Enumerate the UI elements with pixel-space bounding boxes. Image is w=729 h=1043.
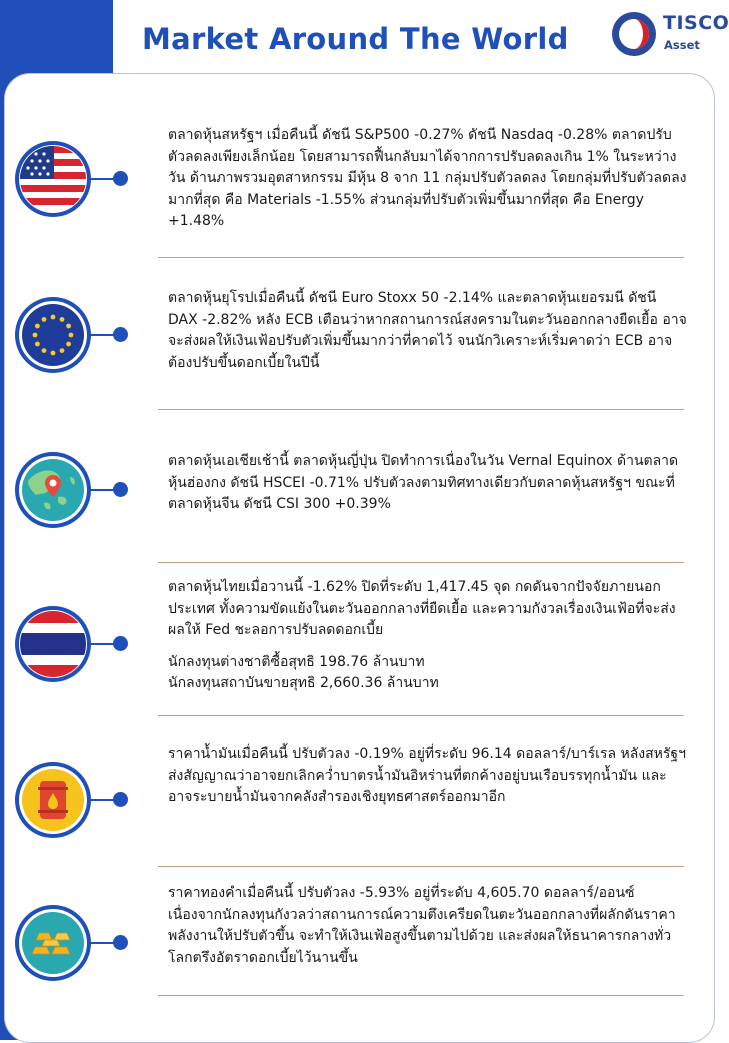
divider [158, 257, 684, 258]
us-flag-icon [14, 140, 92, 218]
section-text: ตลาดหุ้นเอเชียเช้านี้ ตลาดหุ้นญี่ปุ่น ปิดทำการเนื่องในวัน Vernal Equinox ด้านตลาดหุ้นฮ่องกง ดัชนี HSCEI -0.71% ปรับตัวลงตามทิศทางเดียวกับตลาดหุ้นสหรัฐฯ ขณะที่ตลาดหุ้นจีน ดัชนี CSI 300 +0.39% [168, 453, 679, 512]
us-market-text [168, 125, 688, 233]
divider [158, 562, 684, 563]
gold-market-text [168, 883, 688, 969]
eu-flag-icon [14, 296, 92, 374]
asia-globe-icon [14, 451, 92, 529]
asia-market-text [168, 451, 688, 516]
divider [158, 866, 684, 867]
connector-dot [113, 327, 128, 342]
connector-dot [113, 171, 128, 186]
thai-flag-icon [14, 605, 92, 683]
foreign-investor-text: นักลงทุนต่างชาติซื้อสุทธิ 198.76 ล้านบาท [168, 653, 425, 670]
connector-dot [113, 935, 128, 950]
connector-dot [113, 482, 128, 497]
tisco-logo-mark-icon [607, 8, 663, 64]
connector-dot [113, 636, 128, 651]
connector-dot [113, 792, 128, 807]
thai-market-text [168, 577, 688, 695]
oil-market-text [168, 744, 688, 809]
divider [158, 715, 684, 716]
section-text: ตลาดหุ้นไทยเมื่อวานนี้ -1.62% ปิดที่ระดับ 1,417.45 จุด กดดันจากปัจจัยภายนอกประเทศ ทั้งความขัดแย้งในตะวันออกกลางที่ยืดเยื้อ และความกังวลเรื่องเงินเฟ้อที่จะส่งผลให้ Fed ชะลอการปรับลดดอกเบี้ย [168, 579, 676, 638]
gold-bars-icon [14, 904, 92, 982]
section-text: ราคาทองคำเมื่อคืนนี้ ปรับตัวลง -5.93% อยู่ที่ระดับ 4,605.70 ดอลลาร์/ออนซ์ เนื่องจากนักลงทุนกังวลว่าสถานการณ์ความตึงเครียดในตะวันออกกลางที่ผลักดันราคาพลังงานให้ปรับตัวขึ้น จะทำให้เงินเฟ้อสูงขึ้นตามไปด้วย และส่งผลให้ธนาคารกลางทั่วโลกตรึงอัตราดอกเบี้ยไว้นานขึ้น [168, 885, 676, 966]
logo-text: TISCO [663, 12, 729, 34]
section-text: ตลาดหุ้นสหรัฐฯ เมื่อคืนนี้ ดัชนี S&P500 -0.27% ดัชนี Nasdaq -0.28% ตลาดปรับตัวลดลงเพียงเล็กน้อย โดยสามารถฟื้นกลับมาได้จากการปรับลดลงเกิน 1% ในระหว่างวัน ด้านภาพรวมอุตสาหกรรม มีหุ้น 8 จาก 11 กลุ่มปรับตัวลดลง โดยกลุ่มที่ปรับตัวลดลงมากที่สุด คือ Materials -1.55% ส่วนกลุ่มที่ปรับตัวเพิ่มขึ้นมากที่สุด คือ Energy +1.48% [168, 127, 687, 229]
logo-subtext: Asset [664, 38, 700, 52]
section-text: ราคาน้ำมันเมื่อคืนนี้ ปรับตัวลง -0.19% อยู่ที่ระดับ 96.14 ดอลลาร์/บาร์เรล หลังสหรัฐฯ ส่งสัญญาณว่าอาจยกเลิกคว่ำบาตรน้ำมันอิหร่านที่ตกค้างอยู่บนเรือบรรทุกน้ำมัน และอาจระบายน้ำมันจากคลังสำรองเชิงยุทธศาสตร์ออกมาอีก [168, 746, 687, 805]
divider [158, 995, 684, 996]
section-text: ตลาดหุ้นยุโรปเมื่อคืนนี้ ดัชนี Euro Stoxx 50 -2.14% และตลาดหุ้นเยอรมนี ดัชนี DAX -2.82% หลัง ECB เตือนว่าหากสถานการณ์สงครามในตะวันออกกลางยืดเยื้อ อาจจะส่งผลให้เงินเฟ้อปรับตัวเพิ่มขึ้นมากว่าที่คาดไว้ จนนักวิเคราะห์เริ่มคาดว่า ECB อาจต้องปรับขึ้นดอกเบี้ยในปีนี้ [168, 290, 687, 371]
page-title: Market Around The World [142, 22, 569, 56]
divider [158, 409, 684, 410]
oil-barrel-icon [14, 761, 92, 839]
europe-market-text [168, 288, 688, 374]
institutional-investor-text: นักลงทุนสถาบันขายสุทธิ 2,660.36 ล้านบาท [168, 675, 439, 691]
